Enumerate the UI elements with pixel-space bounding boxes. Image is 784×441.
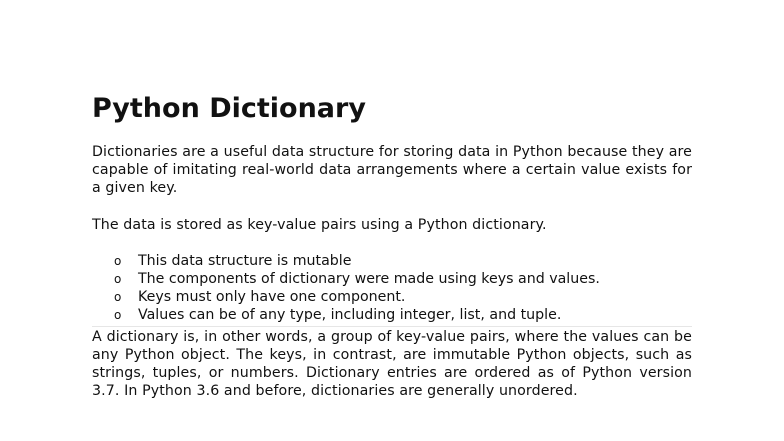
page-title: Python Dictionary bbox=[92, 93, 366, 124]
bullet-icon: o bbox=[114, 290, 122, 305]
divider bbox=[92, 326, 692, 327]
intro-paragraph: Dictionaries are a useful data structure for storing data in Python because they are capable of imitating real-world data arrangements where a certain value exists for a given key. bbox=[92, 144, 692, 197]
list-item-text: Values can be of any type, including integer, list, and tuple. bbox=[138, 307, 562, 324]
feature-list bbox=[92, 252, 692, 325]
storage-paragraph: The data is stored as key-value pairs using a Python dictionary. bbox=[92, 216, 547, 233]
closing-paragraph: A dictionary is, in other words, a group of key-value pairs, where the values can be any Python object. The keys, in contrast, are immutable Python objects, such as strings, tuples, or numbers. Dictionary entries are ordered as of Python version 3.7. In Python 3.6 and before, dictionaries are generally unordered. bbox=[92, 328, 692, 400]
list-item bbox=[92, 306, 692, 324]
list-item bbox=[92, 270, 692, 288]
bullet-icon: o bbox=[114, 253, 122, 268]
list-item-text: The components of dictionary were made using keys and values. bbox=[138, 271, 600, 288]
list-item-text: Keys must only have one component. bbox=[138, 289, 406, 306]
list-item bbox=[92, 288, 692, 306]
list-item bbox=[92, 252, 692, 270]
bullet-icon: o bbox=[114, 308, 122, 323]
bullet-icon: o bbox=[114, 272, 122, 287]
list-item-text: This data structure is mutable bbox=[138, 252, 352, 269]
document-page bbox=[92, 92, 692, 400]
